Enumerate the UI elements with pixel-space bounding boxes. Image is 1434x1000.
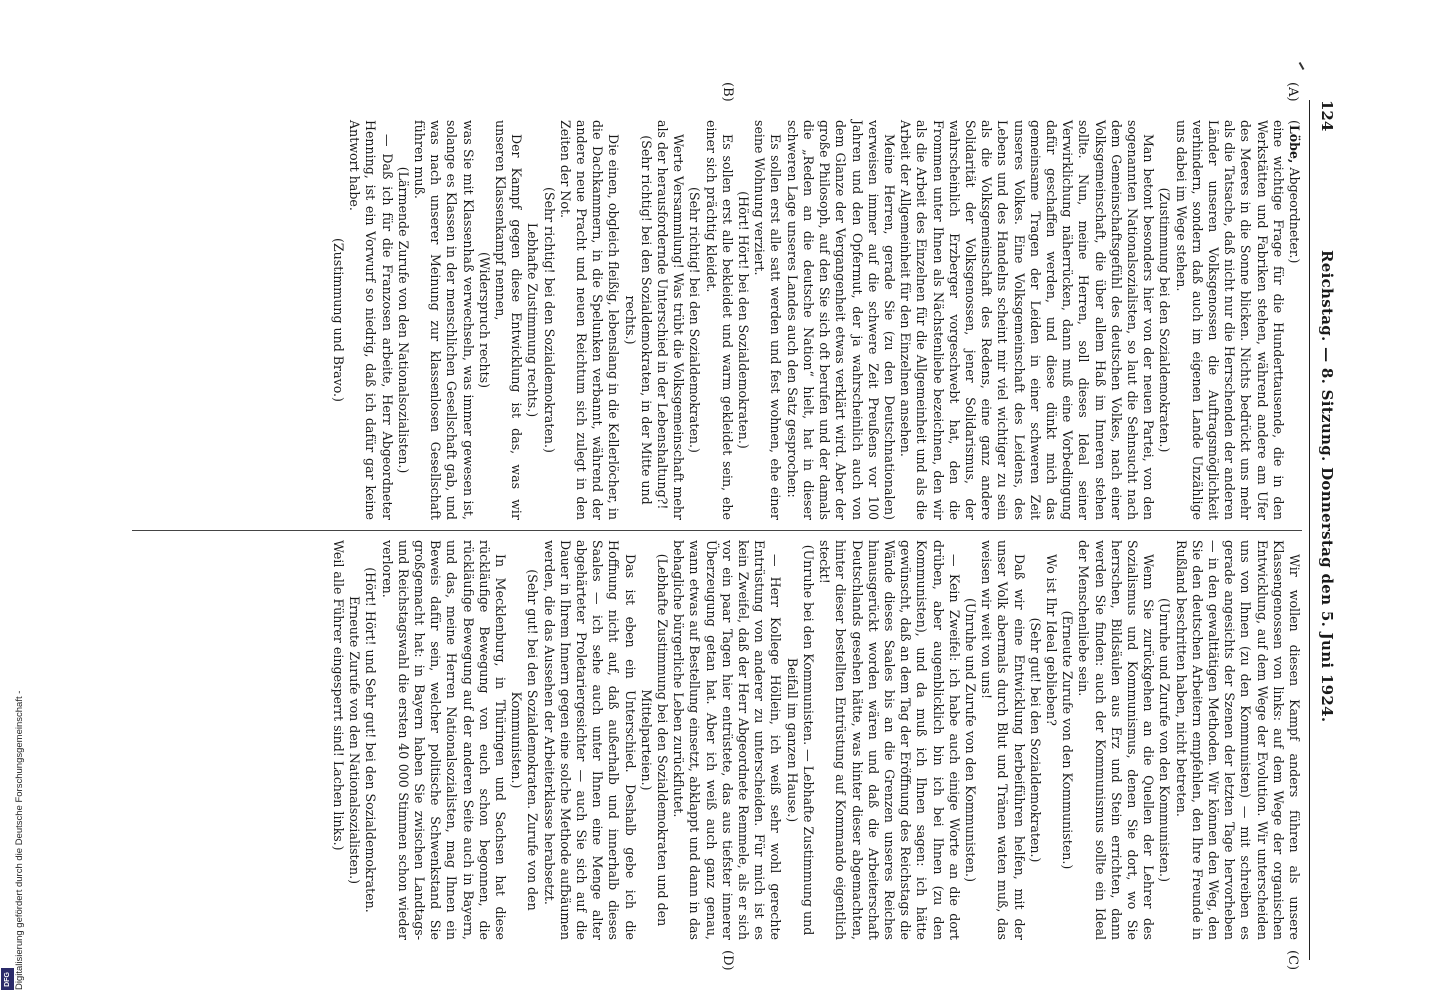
paragraph: Wenn Sie zurückgehen an die Quellen der Lehrer des Sozialismus und Kommunismus, denen Sie dort, wo Sie herrschen, Bildsäulen aus Erz und Stein errichten, dann werden Sie finden: auch der Kommunismus sollte ein Ideal der Menschenliebe sein. [1076, 540, 1157, 940]
paragraph: — Herr Kollege Höllein, ich weiß sehr wohl gerechte Entrüstung von anderer zu unterscheiden. Für mich ist es kein Zweifel, daß der Herr Abgeordnete Remmele, als er sich vor ein paar Tagen hier entrüstete, das aus tiefster innerer Überzeugung getan hat. Aber ich weiß auch ganz genau, wann etwas auf Bestellung einsetzt, abklappt und dann in das behagliche bürgerliche Leben zurückflutet. [671, 540, 784, 940]
interjection: (Lebhafte Zustimmung bei den Sozialdemokraten und den Mittelparteien.) [638, 553, 671, 927]
quotation: Es sollen erst alle satt werden und fest wohnen, ehe einer seine Wohnung verziert. [752, 120, 784, 520]
margin-letter-c: (C) [1285, 950, 1300, 971]
interjection: (Erneute Zurufe von den Kommunisten.) [1060, 610, 1076, 870]
interjection: (Sehr richtig! bei den Sozialdemokraten.) [687, 187, 703, 453]
interjection: (Sehr gut! bei den Sozialdemokraten.) [1027, 617, 1043, 863]
paragraph: In Mecklenburg, in Thüringen und Sachsen hat diese rückläufige Bewegung von euch schon begonnen, die rückläufige Bewegung auf der anderen Seite auch in Bayern, und das, meine Herren Nationalsozialisten, mag Ihnen ein Beweis dafür sein, welcher politische Schwenkstand Sie großgemacht hat: in Bayern haben Sie zwischen Landtags- und Reichstagswahl die ersten 40 000 Stimmen schon wieder verloren. [379, 540, 509, 940]
scan-mark [1299, 58, 1312, 70]
paragraph: — Kein Zweifel: ich habe auch einige Worte an die dort drüben, aber augenblicklich bin ich bei Ihnen (zu den Kommunisten), und da muß ich Ihnen sagen: ich hätte gewünscht, daß an dem Tag der Eröffnung des Reichstags die Wände dieses Saales bis an die Grenzen unseres Reiches hinausgerückt worden wären und daß die Arbeiterschaft Deutschlands gesehen hätte, was hinter dieser abgemachten, hinter dieser bestellten Entrüstung auf Kommando eigentlich steckt! [817, 540, 962, 940]
page-number: 124 [1318, 100, 1336, 132]
right-column [330, 540, 1302, 940]
paragraph: Die einen, obgleich fleißig, lebenslang in die Kellerlöcher, in die Dachkammern, in die Spelunken verbannt, während der andere neue Pracht und neuen Reichtum sich zulegt in den Zeiten der Not. [557, 120, 622, 520]
rotated-page [110, 80, 1340, 980]
paragraph: Man betont besonders hier von der neuen Partei, von den sogenannten Nationalsozialisten, so laut die Sehnsucht nach dem Gemeinschaftsgefühl des deutschen Volkes, nach einer Volksgemeinschaft, die über allem Haß im Inneren stehen sollte. Nun, meine Herren, soll dieses Ideal seiner Verwirklichung näherrücken, dann muß eine Vorbedingung dafür geschaffen werden, und diese dünkt mich das gemeinsame Tragen der Leiden in einer schweren Zeit unseres Volkes. Eine Volksgemeinschaft des Leidens, des Lebens und des Handelns scheint mir viel wichtiger zu sein als die Volksgemeinschaft des Redens, eine ganz andere Solidarität der Volksgenossen, jener Solidarismus, der wahrscheinlich Erzberger vorgeschwebt hat, den die Frommen unter Ihnen als Nächstenliebe bezeichnen, den wir als die Arbeit des Einzelnen für die Allgemeinheit und als die Arbeit der Allgemeinheit für den Einzelnen ansehen. [898, 120, 1157, 520]
speaker-role: Abgeordneter.) [1287, 167, 1302, 264]
margin-letter-d: (D) [720, 950, 735, 971]
margin-letter-b: (B) [720, 82, 735, 102]
paragraph: Werte Versammlung! Was trübt die Volksgemeinschaft mehr als der herausfordernde Unterschied in der Lebenshaltung?! [655, 120, 687, 520]
paragraph: — Daß ich für die Franzosen arbeite, Herr Abgeordneter Henning, ist ein Vorwurf so niedrig, daß ich dafür gar keine Antwort habe. [347, 120, 395, 520]
paragraph: Daß wir eine Entwicklung herbeiführen helfen, mit der unser Volk abermals durch Blut und Tränen waten muß, das weisen wir weit von uns! [979, 540, 1027, 940]
dfg-logo-text: DFG [4, 971, 11, 987]
paragraph: Weil alle Führer eingesperrt sind! Lachen links.) [331, 540, 347, 851]
column-divider [132, 530, 1302, 531]
paragraph: Wo ist Ihr Ideal geblieben? [1043, 554, 1059, 726]
quotation: Es sollen erst alle bekleidet und warm gekleidet sein, ehe einer sich prächtig kleidet. [703, 120, 735, 520]
running-head [1314, 100, 1340, 960]
page-header-title: Reichstag. — 8. Sitzung. Donnerstag den 5. Juni 1924. [1318, 250, 1336, 723]
interjection: (Lärmende Zurufe von den Nationalsozialisten.) [395, 166, 411, 474]
interjection: (Hört! Hört! bei den Sozialdemokraten.) [736, 191, 752, 449]
left-column [330, 120, 1302, 520]
interjection: (Zustimmung und Bravo.) [331, 238, 347, 402]
paragraph: Der Kampf gegen diese Entwicklung ist das, was wir unseren Klassenkampf nennen, [493, 120, 525, 520]
margin-letter-a: (A) [1285, 82, 1300, 102]
interjection: (Unruhe und Zurufe von den Kommunisten.) [1157, 598, 1173, 882]
digitization-credit [2, 610, 25, 990]
interjection: Lebhafte Zustimmung rechts.) [525, 222, 541, 418]
paragraph: eine wichtige Frage für die Hunderttausende, die in den Werkstätten und Fabriken stehen, während andere am Ufer des Meeres in die Sonne blicken. Nichts bedrückt uns mehr als die Tatsache, daß nicht nur die Herrschenden der anderen Länder unseren Volksgenossen die Auftragsmöglichkeit verhindern, sondern daß auch im eigenen Lande Unzählige uns dabei im Wege stehen. [1173, 120, 1286, 520]
interjection: (Hört! Hört! und Sehr gut! bei den Sozialdemokraten. Erneute Zurufe von den Nationalsozialisten.) [347, 567, 379, 913]
interjection: (Sehr gut! bei den Sozialdemokraten. Zurufe von den Kommunisten.) [509, 569, 541, 911]
paragraph: Wir wollen diesen Kampf anders führen als unsere Klassengenossen von links: auf dem Wege der organischen Entwicklung, auf dem Wege der Evolution. Wir unterscheiden uns von Ihnen (zu den Kommunisten) — mit schreiben es gerade angesichts der Szenen der letzten Tage hervorheben — in den gewalttätigen Methoden. Wir können den Weg, den Sie den deutschen Arbeitern empfehlen, den Ihre Freunde in Rußland beschritten haben, nicht betreten. [1173, 540, 1302, 940]
speaker-line: (Löbe, Abgeordneter.) [1287, 120, 1302, 264]
dfg-logo [1, 968, 14, 990]
paragraph: Das ist eben ein Unterschied. Deshalb gebe ich die Hoffnung nicht auf, daß außerhalb und innerhalb dieses Saales — ich sehe auch unter Ihnen eine Menge alter abgehärteter Proletariergesichter — auch Sie sich auf die Dauer in Ihrem Innern gegen eine solche Methode aufbäumen werden, die das Aussehen der Arbeiterklasse herabsetzt. [541, 540, 638, 940]
paragraph: was Sie mit Klassenhaß verwechseln, was immer gewesen ist, solange es Klassen in der menschlichen Gesellschaft gab, und was nach unserer Meinung zur klassenlosen Gesellschaft führen muß. [412, 120, 476, 520]
header-rule [1309, 100, 1310, 960]
interjection: (Zustimmung bei den Sozialdemokraten.) [1157, 187, 1173, 453]
interjection: (Sehr richtig! bei den Sozialdemokraten, in der Mitte und rechts.) [622, 135, 654, 505]
speaker-name: Löbe, [1287, 124, 1302, 164]
interjection: (Unruhe bei den Kommunisten. — Lebhafte Zustimmung und Beifall im ganzen Hause.) [784, 544, 816, 936]
paragraph: Meine Herren, gerade Sie (zu den Deutschnationalen) verweisen immer auf die schwere Zeit Preußens vor 100 Jahren und den Opfermut, der ja wahrscheinlich auch von dem Glanze der Vergangenheit etwas verklärt wird. Aber der große Philosoph, auf den Sie sich oft berufen und der damals die „Reden an die deutsche Nation“ hielt, hat in dieser schweren Lage unseres Landes auch den Satz gesprochen: [784, 120, 897, 520]
interjection: (Sehr richtig! bei den Sozialdemokraten.) [541, 187, 557, 453]
interjection: (Unruhe und Zurufe von den Kommunisten.) [962, 598, 978, 882]
digitization-credit-text: Digitalisierung gefördert durch die Deutsche Forschungsgemeinschaft - [14, 690, 25, 990]
interjection: (Widerspruch rechts) [476, 251, 492, 389]
